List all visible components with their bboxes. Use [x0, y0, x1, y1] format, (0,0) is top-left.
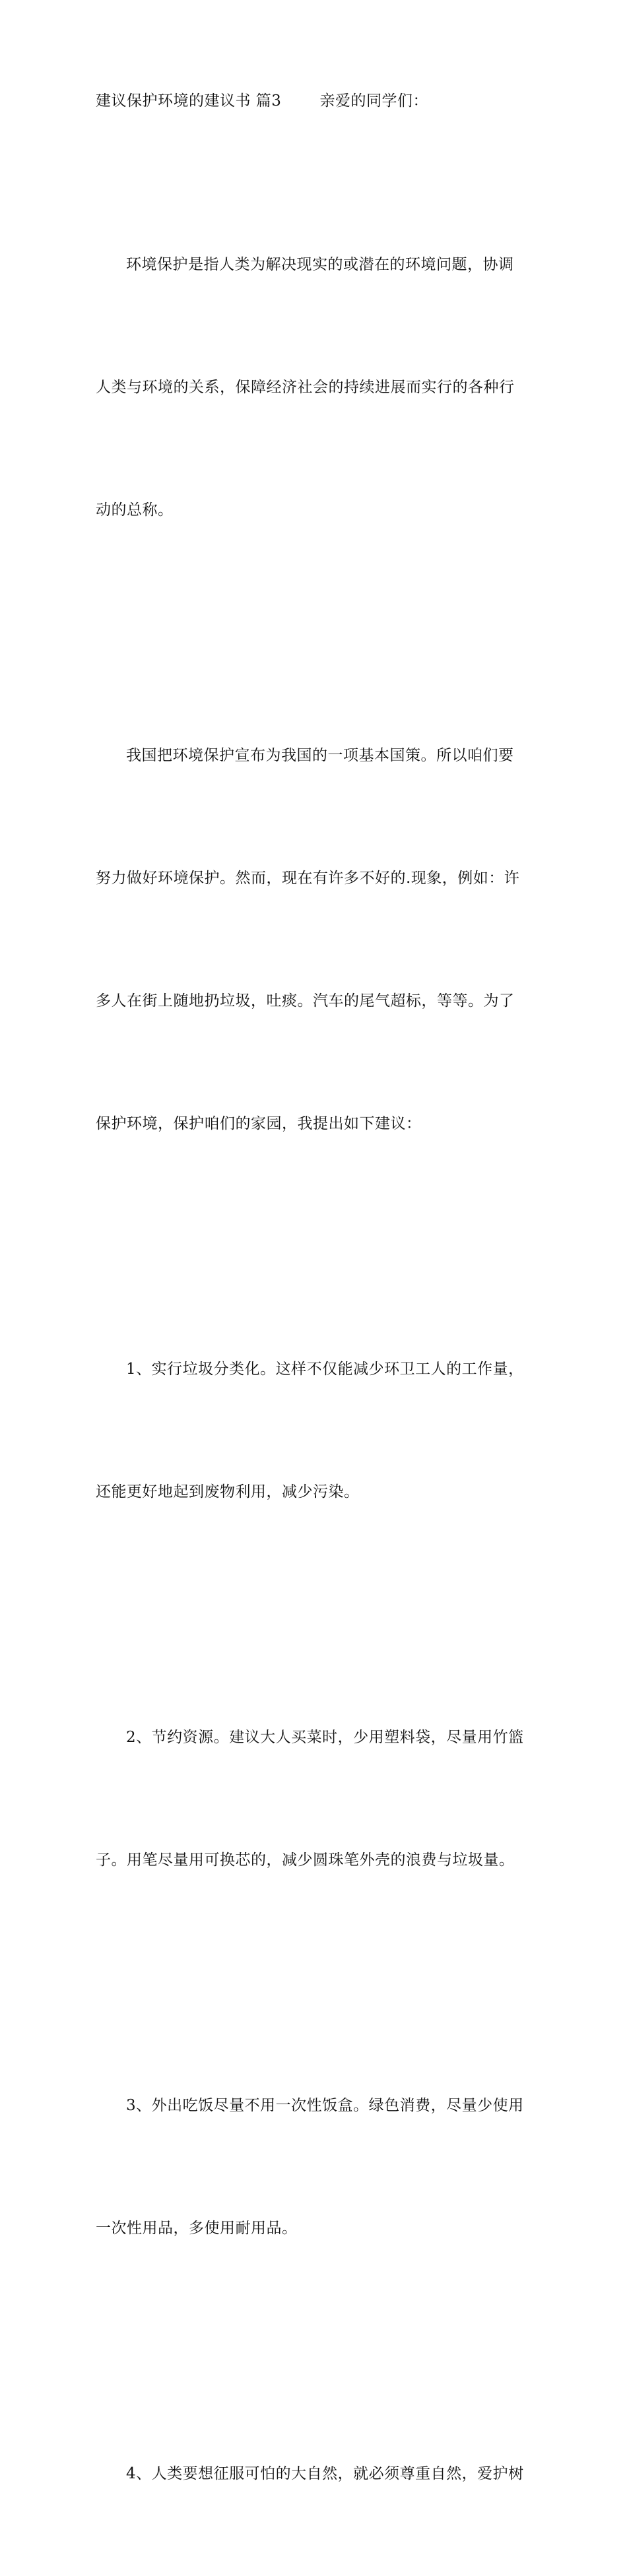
paragraph-6: [96, 2371, 535, 2576]
paragraph-line: 1、实行垃圾分类化。这样不仅能减少环卫工人的工作量，: [126, 1361, 524, 1378]
document-title: 建议保护环境的建议书 篇3: [96, 92, 282, 110]
paragraph-1: [96, 162, 535, 612]
paragraph-line: 一次性用品，多使用耐用品。: [96, 2220, 298, 2237]
paragraph-line: 还能更好地起到废物利用，减少污染。: [96, 1483, 360, 1500]
paragraph-line: 努力做好环境保护。然而，现在有许多不好的.现象，例如：许: [96, 870, 520, 887]
title-line: [96, 80, 535, 121]
paragraph-line: 动的总称。: [96, 501, 174, 519]
paragraph-line: 环境保护是指人类为解决现实的或潜在的环境问题，协调: [126, 256, 514, 273]
paragraph-5: [96, 2003, 535, 2331]
salutation: 亲爱的同学们：: [319, 92, 428, 110]
paragraph-line: 2、节约资源。建议大人买菜时，少用塑料袋，尽量用竹篮: [126, 1729, 524, 1746]
paragraph-2: [96, 653, 535, 1226]
paragraph-4: [96, 1635, 535, 1962]
paragraph-line: 4、人类要想征服可怕的大自然，就必须尊重自然，爱护树: [126, 2465, 524, 2482]
paragraph-line: 我国把环境保护宣布为我国的一项基本国策。所以咱们要: [126, 747, 514, 764]
paragraph-3: [96, 1267, 535, 1594]
paragraph-line: 多人在街上随地扔垃圾，吐痰。汽车的尾气超标，等等。为了: [96, 992, 515, 1010]
paragraph-line: 3、外出吃饭尽量不用一次性饭盒。绿色消费，尽量少使用: [126, 2097, 524, 2114]
paragraph-line: 保护环境，保护咱们的家园，我提出如下建议：: [96, 1115, 422, 1132]
paragraph-line: 子。用笔尽量用可换芯的，减少圆珠笔外壳的浪费与垃圾量。: [96, 1852, 515, 1869]
paragraph-line: 人类与环境的关系，保障经济社会的持续进展而实行的各种行: [96, 379, 515, 396]
document-body: [96, 80, 535, 2576]
